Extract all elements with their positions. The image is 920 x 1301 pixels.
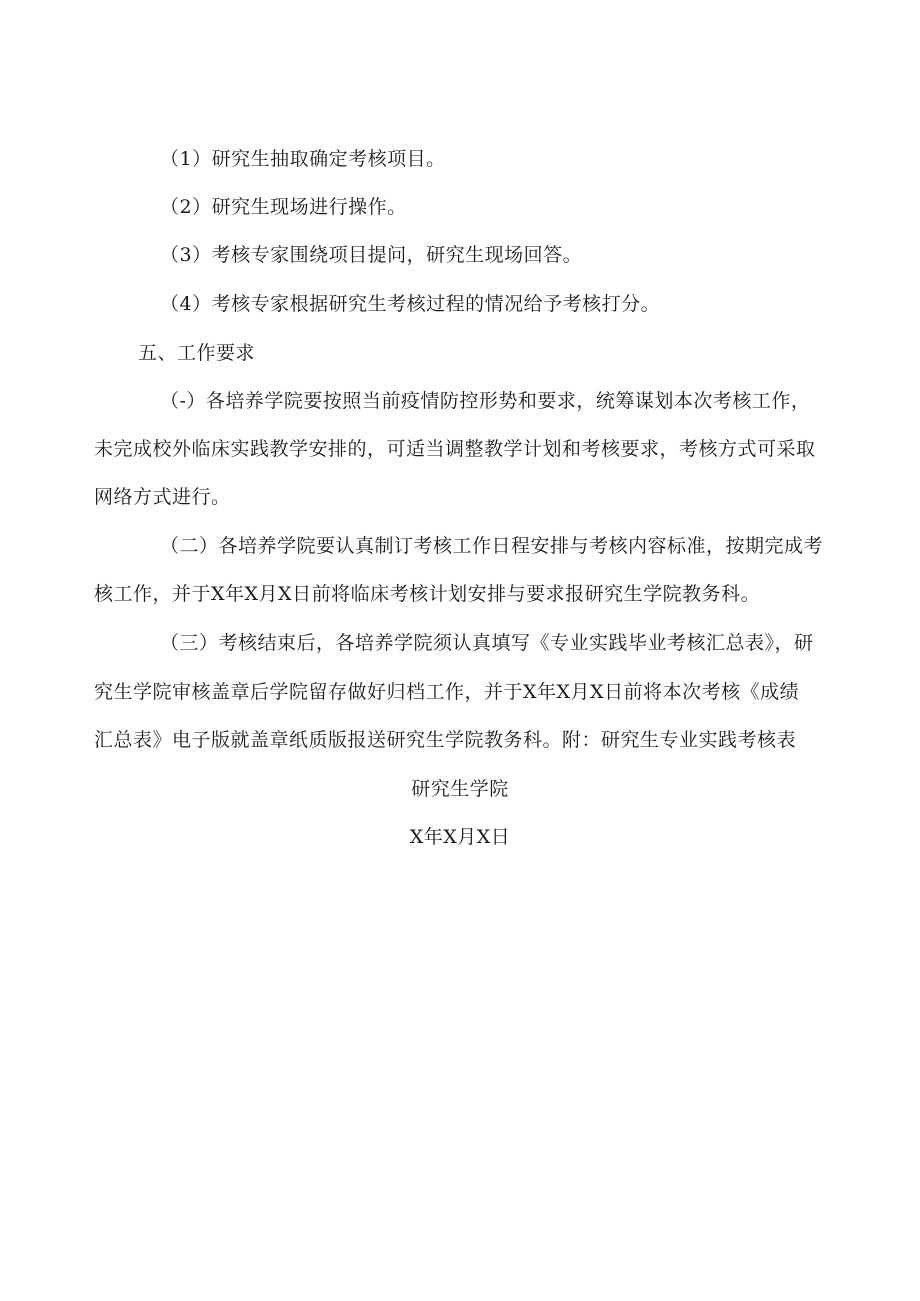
requirement-2-line-1: （二）各培养学院要认真制订考核工作日程安排与考核内容标准，按期完成考 <box>160 535 824 557</box>
requirement-3-line-1: （三）考核结束后，各培养学院须认真填写《专业实践毕业考核汇总表》，研 <box>160 632 814 654</box>
requirement-1-line-2: 未完成校外临床实践教学安排的，可适当调整教学计划和考核要求，考核方式可采取 <box>94 438 816 460</box>
requirement-3-line-2: 究生学院审核盖章后学院留存做好归档工作，并于X年X月X日前将本次考核《成绩 <box>94 681 800 703</box>
requirement-1-line-1: （-）各培养学院要按照当前疫情防控形势和要求，统筹谋划本次考核工作， <box>160 390 811 412</box>
step-3: （3）考核专家围绕项目提问，研究生现场回答。 <box>160 244 583 266</box>
step-4: （4）考核专家根据研究生考核过程的情况给予考核打分。 <box>160 293 661 315</box>
requirement-2-line-2: 核工作，并于X年X月X日前将临床考核计划安排与要求报研究生学院教务科。 <box>94 583 761 605</box>
step-1: （1）研究生抽取确定考核项目。 <box>160 148 446 170</box>
section-heading: 五、工作要求 <box>138 342 256 364</box>
signature-org: 研究生学院 <box>411 778 509 800</box>
requirement-1-line-3: 网络方式进行。 <box>94 486 231 508</box>
requirement-3-line-3: 汇总表》电子版就盖章纸质版报送研究生学院教务科。附：研究生专业实践考核表 <box>94 729 797 751</box>
signature-date: X年X月X日 <box>409 826 511 848</box>
step-2: （2）研究生现场进行操作。 <box>160 196 407 218</box>
